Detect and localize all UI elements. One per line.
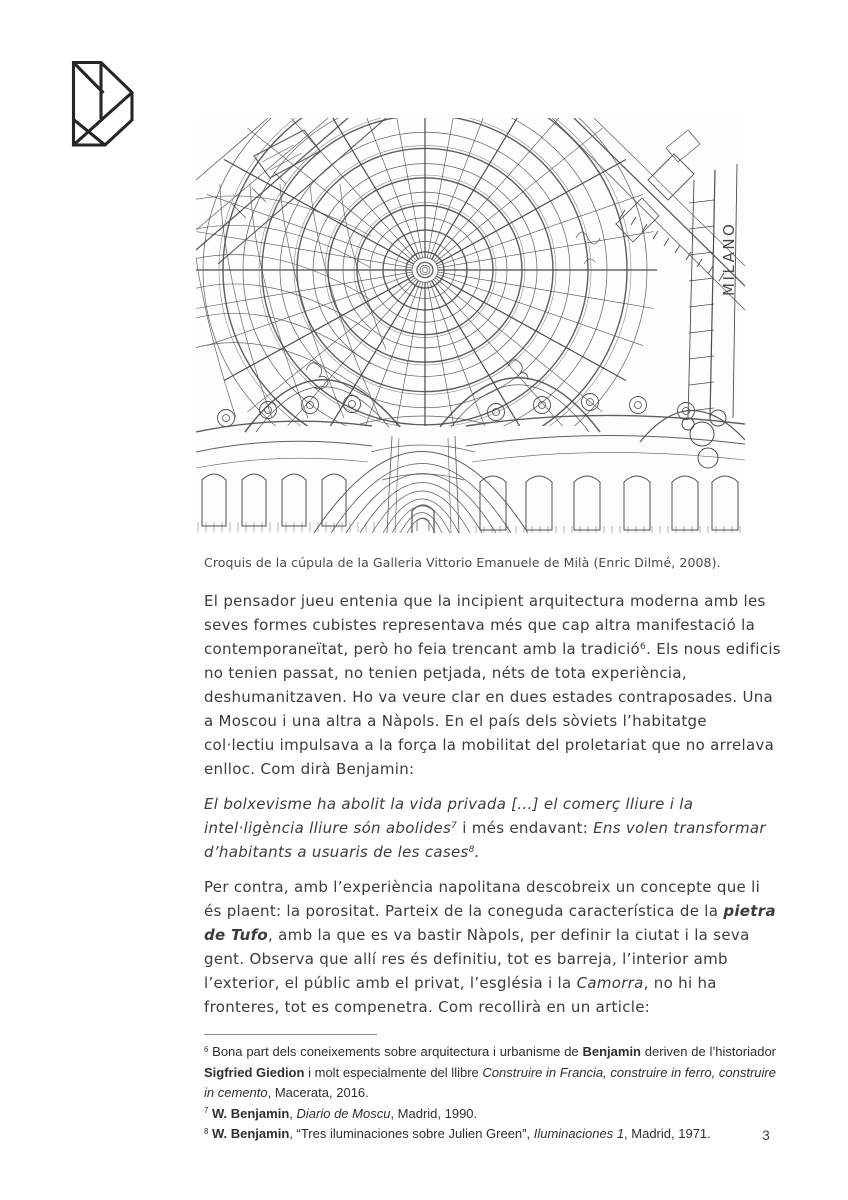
milano-annotation: MILANO [720, 221, 738, 296]
figure-caption: Croquis de la cúpula de la Galleria Vittorio Emanuele de Milà (Enric Dilmé, 2008). [204, 555, 721, 570]
footnote-ref-7: 7 [451, 821, 458, 832]
paragraph-3: Per contra, amb l’experiència napolitana descobreix un concepte que li és plaent: la porositat. Parteix de la coneguda característica de la pietra de Tufo, amb la que es va bastir Nàpols, per definir la ciutat i la seva gent. Observa que allí res és definitiu, tot es barreja, l’interior amb l’exterior, el públic amb el privat, l’església i la Camorra, no hi ha fronteres, tot es compenetra. Com recollirà en un article: [204, 878, 776, 1016]
footnote-ref-8: 8 [468, 845, 475, 856]
footnote-7: $^7$ W. Benjamin, Diario de Moscu, Madrid, 1990. [204, 1105, 478, 1121]
footnote-separator [204, 1034, 377, 1035]
footnote-ref-6: 6 [640, 642, 647, 653]
paragraph-1: El pensador jueu entenia que la incipient arquitectura moderna amb les seves formes cubistes representava més que cap altra manifestació la contemporaneïtat, però ho feia trencant amb la tradició$^6$. Els nous edificis no tenien passat, no tenien petjada, néts de tota experiència, deshumanitzaven. Ho va veure clar en dues estades contraposades. Una a Moscou i una altra a Nàpols. En el país dels sòviets l’habitatge col·lectiu impulsava a la força la mobilitat del proletariat que no arrelava enlloc. Com dirà Benjamin: [204, 592, 781, 778]
page-number: 3 [762, 1128, 770, 1143]
dilme-logo-icon [60, 55, 150, 155]
dome-sketch [196, 118, 745, 533]
dome-sketch-figure [196, 118, 745, 533]
paragraph-2-quote: El bolxevisme ha abolit la vida privada [...] el comerç lliure i la intel·ligència lliure són abolides$^7$ i més endavant: Ens volen transformar d’habitants a usuaris de les cases$^8$. [204, 795, 766, 861]
article-body [204, 589, 782, 1030]
footnote-6: $^6$ Bona part dels coneixements sobre arquitectura i urbanisme de Benjamin deriven de l’historiador Sigfried Giedion i molt especialmente del llibre Construire in Francia, construire in ferro, construire in cemento, Macerata, 2016. [204, 1044, 777, 1100]
footnotes-section [204, 1034, 776, 1145]
footnote-8: $^8$ W. Benjamin, “Tres iluminaciones sobre Julien Green”, Iluminaciones 1, Madrid, 1971. [204, 1126, 711, 1141]
